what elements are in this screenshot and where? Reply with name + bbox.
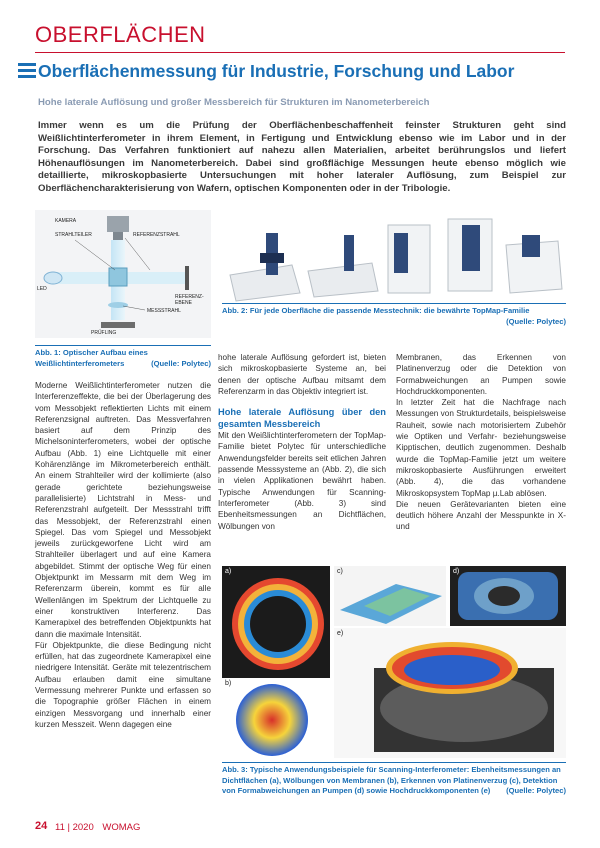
col1-paragraph-2: Für Objektpunkte, die diese Bedingung nicht erfüllen, hat das zugeordnete Kamerapixel eine niedrigere Intensität. Geräte mit telezentrischem Aufbau erlauben damit eine simultane Vermessung mehrerer Punkte und erfassen so die Topographie größer Flächen in einem einzigen Messvorgang und innerhalb einer kurzen Messzeit. Wenn dagegen eine: [35, 640, 211, 729]
figure-2-caption: [222, 306, 566, 327]
label-strahlteiler: STRAHLTEILER: [55, 232, 92, 238]
col1-paragraph-1: Moderne Weißlichtinterferometer nutzen die Interferenzeffekte, die bei der Überlagerung des vom Messobjekt reflektierten Lichts mit einem Referenzsignal auftreten. Das Messverfahren basiert auf dem Prinzip des Michelsoninterferometers, wobei der optische Aufbau (Abb. 1) eine Lichtquelle mit einer Kohärenzlänge im Mikrometerbereich enthält. An einem Strahlteiler wird der kollimierte (also gerade gerichtete beziehungsweise parallelisierte) Lichtstrahl in Mess- und Referenzstrahl aufgeteilt. Der Messstrahl trifft das Messobjekt, der Referenzstrahl einen Spiegel. Das vom Spiegel und Messobjekt jeweils zurückgeworfene Licht wird am Strahlteiler überlagert und auf eine Kamera abgebildet. Stimmt der optische Weg für einen Objektpunkt im Messarm mit dem Weg im Referenzarm überein, kommt es für alle Wellenlängen im Spektrum der Lichtquelle zu einer konstruktiven Interferenz. Das Kamerapixel des betreffenden Objektpunkts hat dann die maximale Intensität.: [35, 381, 211, 639]
col2-paragraph-2: Mit den Weißlichtinterferometern der TopMap-Familie bietet Polytec für unterschiedliche Anwendungsfelder bereits seit etlichen Jahren passende Messsysteme an (Abb. 2), die sich in vielen Applikationen bewährt haben. Typische Anwendungen für Scanning-Interferometer (Abb. 3) sind Ebenheitsmessungen an Dichtflächen, Wölbungen von: [218, 431, 386, 531]
figure-2-source: (Quelle: Polytec): [506, 316, 566, 326]
figure-3-caption: [222, 765, 566, 797]
col2-paragraph-1: hohe laterale Auflösung gefordert ist, bieten sich mikroskopbasierte Systeme an, bei denen der optische Aufbau mitsamt dem Referenzarm in das Objektiv integriert ist.: [218, 353, 386, 396]
text-column-1: [35, 380, 211, 730]
panel-d-label: d): [453, 568, 460, 575]
topmap-devices: [222, 205, 566, 305]
subheadline: Hohe laterale Auflösung und großer Messbereich für Strukturen im Nanometerbereich: [38, 97, 430, 108]
figure-1: [35, 210, 211, 338]
label-led: LED: [37, 286, 47, 292]
panel-e: [334, 628, 566, 758]
camera-shape: [107, 216, 129, 232]
label-referenzebene: REFERENZ-EBENE: [175, 294, 204, 306]
panel-a: [222, 566, 330, 678]
figure-3-caption-text: Abb. 3: Typische Anwendungsbeispiele für Scanning-Interferometer: Ebenheitsmessungen an Dichtflächen (a), Wölbungen von Membranen (b), Erkennen von Platinenverzug (c), Detektion von Formabweichungen an Pumpen (d) sowie Hochdruckkomponenten (e): [222, 765, 561, 795]
reference-mirror: [185, 266, 189, 290]
panel-c: [334, 566, 446, 626]
figure-1-caption-text: Abb. 1: Optischer Aufbau eines Weißlichtinterferometers: [35, 348, 148, 368]
label-referenzstrahl: REFERENZSTRAHL: [133, 232, 180, 238]
panel-b: [222, 678, 330, 758]
figure-1-caption: [35, 348, 211, 369]
menu-icon: [18, 63, 36, 79]
headline: Oberflächenmessung für Industrie, Forschung und Labor: [38, 61, 515, 81]
figure-3-rule: [222, 762, 566, 763]
label-kamera: KAMERA: [55, 218, 77, 224]
figure-2-caption-text: Abb. 2: Für jede Oberfläche die passende Messtechnik: die bewährte TopMap-Familie: [222, 306, 530, 315]
panel-d: [450, 566, 566, 626]
led-shape: [44, 272, 62, 284]
beam-splitter: [109, 268, 127, 286]
col3-paragraph-2: In letzter Zeit hat die Nachfrage nach Messungen von Strukturdetails, beispielsweise Rauheit, sowie nach motorisiertem Zubehör wie Optiken und Verfahr- beziehungsweise Kipptischen, deutlich zugenommen. Deshalb wurde die TopMap-Familie jetzt um weitere mikroskopbasierte Ausführungen erweitert (Abb. 4), die das vorhandene Mikroskopsystem TopMap µ.Lab ablösen.: [396, 398, 566, 498]
figure-2-rule: [222, 303, 566, 304]
interferometer-diagram: [35, 210, 211, 338]
col2-subtitle: Hohe laterale Auflösung über den gesamten Messbereich: [218, 407, 386, 430]
text-column-3: [396, 352, 566, 533]
sample-shape: [101, 322, 135, 328]
magazine-name: WOMAG: [102, 822, 141, 833]
text-column-2: [218, 352, 386, 532]
col3-paragraph-3: Die neuen Gerätevarianten bieten eine deutlich höhere Anzahl der Messpunkte in X- und: [396, 499, 566, 532]
panel-a-label: a): [225, 568, 232, 575]
panel-e-label: e): [337, 630, 344, 637]
label-messstrahl: MESSSTRAHL: [147, 308, 181, 314]
page-number: 24: [35, 820, 48, 832]
figure-1-source: (Quelle: Polytec): [151, 358, 211, 368]
figure-3-source: (Quelle: Polytec): [506, 786, 566, 795]
section-rule: [35, 52, 565, 53]
issue: 11 | 2020: [55, 822, 94, 833]
issue-info: [55, 822, 140, 833]
panel-c-label: c): [337, 568, 343, 575]
label-pruefling: PRÜFLING: [91, 330, 117, 336]
lead-paragraph: Immer wenn es um die Prüfung der Oberflächenbeschaffenheit feinster Strukturen geht sind Weißlichtinterferometer in ihrem Element, in Fertigung und Entwicklung ebenso wie im Labor und in der Forschung. Das Verfahren funktioniert auf nahezu allen Materialien, arbeitet berührungslos und liefert Höhenauflösungen im Nanometerbereich. Dabei sind großflächige Messungen heute ebenso möglich wie detaillierte, mikroskopbasierte Untersuchungen mit hoher lateraler Auflösung, zum Beispiel zur Oberflächencharakterisierung von Wafern, optischen Komponenten oder in der Tribologie.: [38, 120, 566, 194]
panel-b-label: b): [225, 680, 232, 687]
figure-1-rule: [35, 345, 211, 346]
section-title: OBERFLÄCHEN: [35, 22, 206, 47]
figure-3: [222, 566, 566, 758]
figure-2: [222, 205, 566, 305]
col3-paragraph-1: Membranen, das Erkennen von Platinenverzug oder die Detektion von Formabweichungen an Pumpen sowie Hochdruckkomponenten.: [396, 353, 566, 396]
